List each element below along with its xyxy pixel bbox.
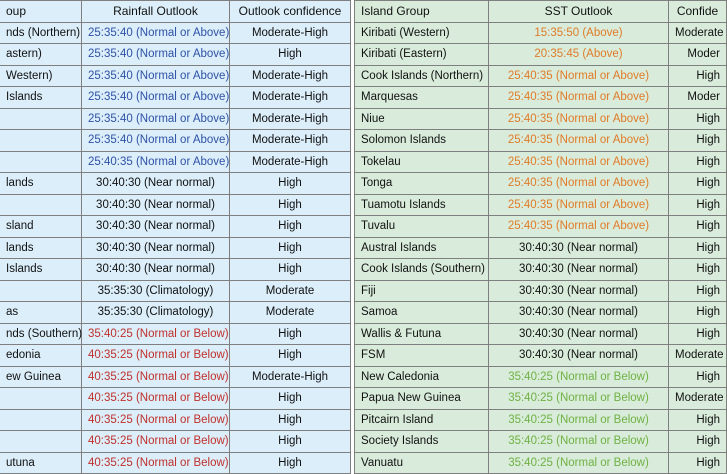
rainfall-confidence-cell: High [230,173,351,195]
rainfall-island-group-cell [0,130,82,152]
rainfall-confidence-cell: High [230,323,351,345]
sst-island-group-cell: Papua New Guinea [355,388,489,410]
sst-table-row [355,452,727,474]
rainfall-outlook-cell: 25:35:40 (Normal or Above) [82,108,230,130]
rainfall-outlook-cell: 25:35:40 (Normal or Above) [82,130,230,152]
rainfall-outlook-cell: 25:40:35 (Normal or Above) [82,151,230,173]
sst-outlook-cell: 25:40:35 (Normal or Above) [489,173,669,195]
rainfall-confidence-cell: Moderate-High [230,87,351,109]
sst-confidence-cell: High [669,431,727,453]
sst-confidence-cell: High [669,151,727,173]
sst-table-row [355,345,727,367]
rainfall-table-row [0,65,351,87]
rainfall-confidence-cell: High [230,216,351,238]
sst-island-group-cell: Tokelau [355,151,489,173]
rainfall-island-group-cell: astern) [0,44,82,66]
rainfall-island-group-cell: nds (Southern) [0,323,82,345]
rainfall-outlook-cell: 30:40:30 (Near normal) [82,194,230,216]
sst-table-row [355,130,727,152]
sst-outlook-cell: 25:40:35 (Normal or Above) [489,65,669,87]
sst-island-group-cell: Solomon Islands [355,130,489,152]
rainfall-table-row [0,366,351,388]
rainfall-confidence-cell: High [230,44,351,66]
rainfall-island-group-cell [0,409,82,431]
sst-header-row [355,1,727,23]
rainfall-table-row [0,409,351,431]
rainfall-outlook-table [0,0,351,474]
rainfall-table-row [0,216,351,238]
sst-table-row [355,87,727,109]
sst-confidence-cell: Moderate [669,345,727,367]
rainfall-confidence-cell: Moderate-High [230,366,351,388]
sst-outlook-cell: 25:40:35 (Normal or Above) [489,130,669,152]
sst-outlook-cell: 35:40:25 (Normal or Below) [489,431,669,453]
rainfall-island-group-cell: nds (Northern) [0,22,82,44]
rainfall-confidence-cell: Moderate-High [230,108,351,130]
rainfall-table-row [0,345,351,367]
sst-outlook-cell: 25:40:35 (Normal or Above) [489,151,669,173]
sst-island-group-cell: Tuamotu Islands [355,194,489,216]
sst-confidence-cell: High [669,194,727,216]
rainfall-outlook-cell: 40:35:25 (Normal or Below) [82,345,230,367]
rainfall-table-row [0,237,351,259]
sst-confidence-cell: Moderate [669,388,727,410]
rainfall-outlook-cell: 40:35:25 (Normal or Below) [82,388,230,410]
rainfall-island-group-cell [0,108,82,130]
sst-outlook-cell: 15:35:50 (Above) [489,22,669,44]
rainfall-island-group-cell [0,194,82,216]
rainfall-confidence-cell: High [230,194,351,216]
sst-table-row [355,302,727,324]
sst-table-row [355,65,727,87]
rainfall-island-group-cell: ew Guinea [0,366,82,388]
rainfall-outlook-cell: 30:40:30 (Near normal) [82,237,230,259]
sst-table-row [355,259,727,281]
rainfall-confidence-cell: Moderate [230,280,351,302]
rainfall-island-group-cell: lands [0,173,82,195]
sst-table-row [355,366,727,388]
sst-island-group-cell: Kiribati (Eastern) [355,44,489,66]
rainfall-island-group-cell: Islands [0,87,82,109]
sst-confidence-cell: High [669,452,727,474]
rainfall-outlook-cell: 40:35:25 (Normal or Below) [82,431,230,453]
rainfall-confidence-cell: High [230,237,351,259]
rainfall-island-group-cell: Islands [0,259,82,281]
rainfall-header-outlook: Rainfall Outlook [82,1,230,23]
sst-table-row [355,280,727,302]
rainfall-island-group-cell [0,280,82,302]
sst-outlook-cell: 30:40:30 (Near normal) [489,323,669,345]
sst-confidence-cell: High [669,65,727,87]
rainfall-table-row [0,431,351,453]
sst-island-group-cell: Cook Islands (Northern) [355,65,489,87]
sst-island-group-cell: New Caledonia [355,366,489,388]
rainfall-table-row [0,323,351,345]
sst-island-group-cell: Kiribati (Western) [355,22,489,44]
sst-island-group-cell: FSM [355,345,489,367]
rainfall-outlook-cell: 40:35:25 (Normal or Below) [82,452,230,474]
sst-confidence-cell: High [669,280,727,302]
rainfall-confidence-cell: High [230,409,351,431]
sst-table-body [355,1,727,474]
sst-outlook-cell: 25:40:35 (Normal or Above) [489,194,669,216]
rainfall-island-group-cell: utuna [0,452,82,474]
sst-island-group-cell: Society Islands [355,431,489,453]
rainfall-outlook-cell: 25:35:40 (Normal or Above) [82,44,230,66]
sst-table-row [355,216,727,238]
sst-island-group-cell: Cook Islands (Southern) [355,259,489,281]
rainfall-island-group-cell: sland [0,216,82,238]
rainfall-table-row [0,452,351,474]
rainfall-table-row [0,302,351,324]
sst-outlook-cell: 25:40:35 (Normal or Above) [489,216,669,238]
rainfall-header-group: oup [0,1,82,23]
sst-outlook-cell: 25:40:35 (Normal or Above) [489,108,669,130]
sst-outlook-cell: 30:40:30 (Near normal) [489,302,669,324]
sst-table-row [355,44,727,66]
rainfall-table-row [0,87,351,109]
sst-confidence-cell: High [669,302,727,324]
sst-table-row [355,194,727,216]
sst-island-group-cell: Austral Islands [355,237,489,259]
rainfall-island-group-cell [0,388,82,410]
sst-confidence-cell: High [669,173,727,195]
sst-outlook-cell: 30:40:30 (Near normal) [489,280,669,302]
rainfall-outlook-cell: 35:40:25 (Normal or Below) [82,323,230,345]
rainfall-table-row [0,173,351,195]
sst-island-group-cell: Wallis & Futuna [355,323,489,345]
rainfall-confidence-cell: High [230,452,351,474]
sst-table-row [355,431,727,453]
rainfall-confidence-cell: High [230,431,351,453]
rainfall-island-group-cell: Western) [0,65,82,87]
sst-table-row [355,151,727,173]
sst-outlook-cell: 20:35:45 (Above) [489,44,669,66]
sst-header-confidence: Confide [669,1,727,23]
sst-island-group-cell: Fiji [355,280,489,302]
rainfall-confidence-cell: Moderate-High [230,151,351,173]
sst-outlook-cell: 30:40:30 (Near normal) [489,237,669,259]
rainfall-table-body [0,1,351,474]
rainfall-outlook-cell: 35:35:30 (Climatology) [82,280,230,302]
sst-outlook-cell: 35:40:25 (Normal or Below) [489,452,669,474]
rainfall-outlook-cell: 40:35:25 (Normal or Below) [82,409,230,431]
sst-confidence-cell: High [669,366,727,388]
rainfall-table-row [0,108,351,130]
rainfall-table-row [0,259,351,281]
sst-confidence-cell: Moderate [669,22,727,44]
rainfall-table-row [0,388,351,410]
sst-island-group-cell: Tonga [355,173,489,195]
sst-table-row [355,108,727,130]
sst-confidence-cell: High [669,108,727,130]
sst-island-group-cell: Tuvalu [355,216,489,238]
rainfall-confidence-cell: High [230,388,351,410]
sst-outlook-cell: 35:40:25 (Normal or Below) [489,388,669,410]
rainfall-outlook-cell: 30:40:30 (Near normal) [82,259,230,281]
rainfall-outlook-cell: 30:40:30 (Near normal) [82,173,230,195]
rainfall-confidence-cell: High [230,345,351,367]
sst-confidence-cell: High [669,237,727,259]
rainfall-outlook-cell: 25:35:40 (Normal or Above) [82,87,230,109]
rainfall-header-row [0,1,351,23]
sst-table-row [355,237,727,259]
sst-island-group-cell: Marquesas [355,87,489,109]
sst-confidence-cell: High [669,259,727,281]
rainfall-confidence-cell: High [230,259,351,281]
sst-table-row [355,409,727,431]
sst-confidence-cell: High [669,323,727,345]
rainfall-header-confidence: Outlook confidence [230,1,351,23]
rainfall-island-group-cell [0,151,82,173]
sst-outlook-cell: 35:40:25 (Normal or Below) [489,409,669,431]
rainfall-island-group-cell: edonia [0,345,82,367]
sst-header-group: Island Group [355,1,489,23]
sst-table-row [355,323,727,345]
sst-header-outlook: SST Outlook [489,1,669,23]
sst-outlook-cell: 30:40:30 (Near normal) [489,345,669,367]
sst-confidence-cell: High [669,409,727,431]
rainfall-island-group-cell [0,431,82,453]
rainfall-outlook-cell: 40:35:25 (Normal or Below) [82,366,230,388]
sst-table-row [355,22,727,44]
rainfall-confidence-cell: Moderate-High [230,130,351,152]
rainfall-outlook-cell: 30:40:30 (Near normal) [82,216,230,238]
sst-confidence-cell: Moder [669,87,727,109]
sst-island-group-cell: Vanuatu [355,452,489,474]
rainfall-outlook-cell: 25:35:40 (Normal or Above) [82,22,230,44]
sst-confidence-cell: Moder [669,44,727,66]
rainfall-table-row [0,280,351,302]
rainfall-table-row [0,194,351,216]
rainfall-outlook-cell: 35:35:30 (Climatology) [82,302,230,324]
sst-island-group-cell: Pitcairn Island [355,409,489,431]
sst-outlook-cell: 30:40:30 (Near normal) [489,259,669,281]
rainfall-table-row [0,130,351,152]
rainfall-confidence-cell: Moderate-High [230,22,351,44]
rainfall-table-row [0,44,351,66]
rainfall-outlook-cell: 25:35:40 (Normal or Above) [82,65,230,87]
sst-table-row [355,388,727,410]
rainfall-confidence-cell: Moderate-High [230,65,351,87]
sst-confidence-cell: High [669,130,727,152]
sst-island-group-cell: Niue [355,108,489,130]
rainfall-confidence-cell: Moderate [230,302,351,324]
sst-outlook-cell: 25:40:35 (Normal or Above) [489,87,669,109]
sst-island-group-cell: Samoa [355,302,489,324]
rainfall-table-row [0,151,351,173]
rainfall-island-group-cell: lands [0,237,82,259]
sst-outlook-cell: 35:40:25 (Normal or Below) [489,366,669,388]
sst-confidence-cell: High [669,216,727,238]
rainfall-island-group-cell: as [0,302,82,324]
rainfall-table-row [0,22,351,44]
sst-outlook-table [354,0,727,474]
sst-table-row [355,173,727,195]
